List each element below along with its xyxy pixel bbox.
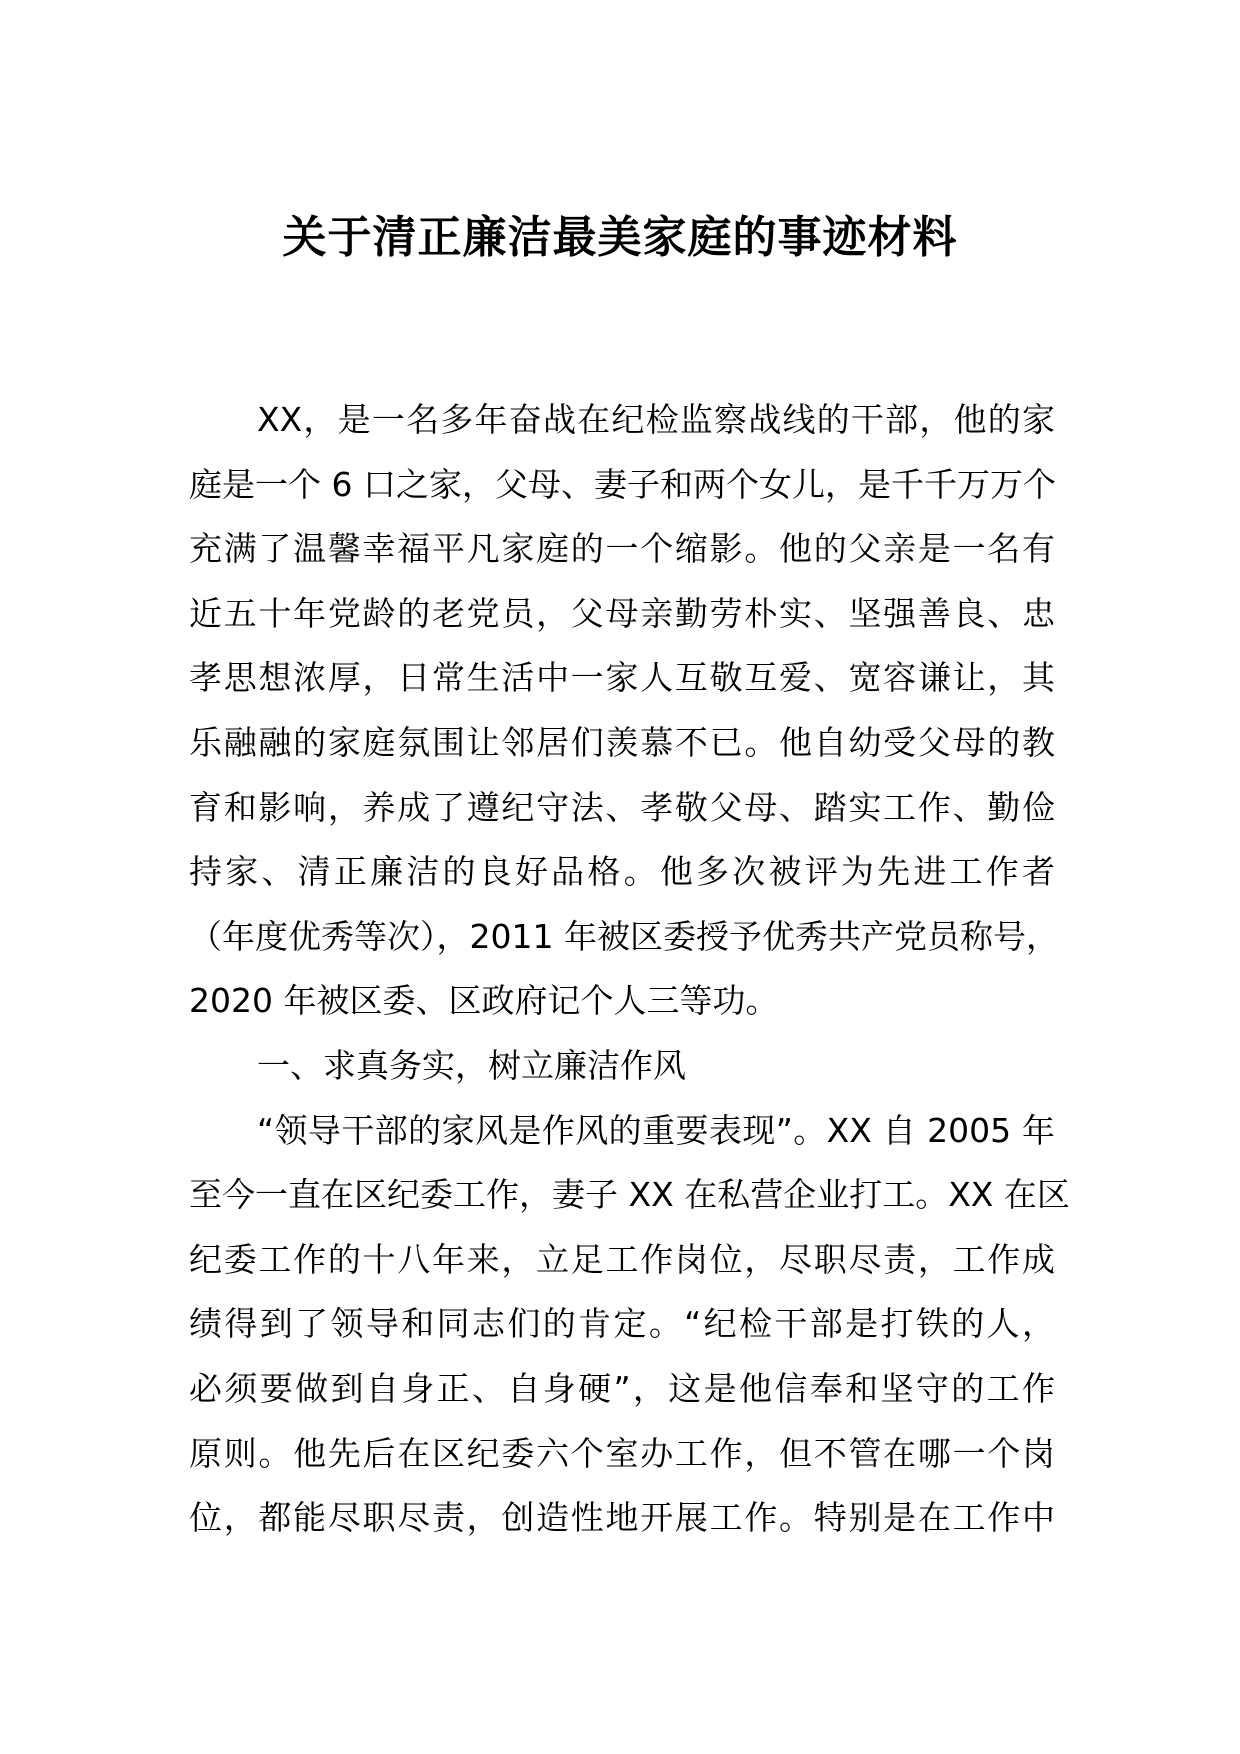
section-heading: 一、求真务实，树立廉洁作风	[257, 1045, 686, 1085]
document-body	[189, 388, 1070, 1551]
paragraph-line: 持家、清正廉洁的良好品格。他多次被评为先进工作者	[189, 852, 1055, 892]
paragraph-line: 孝思想浓厚，日常生活中一家人互敬互爱、宽容谦让，其	[189, 658, 1055, 698]
paragraph-line: 近五十年党龄的老党员，父母亲勤劳朴实、坚强善良、忠	[189, 593, 1055, 633]
paragraph-line: 庭是一个 6 口之家，父母、妻子和两个女儿，是千千万万个	[189, 464, 1056, 504]
paragraph-line: 必须要做到自身正、自身硬”，这是他信奉和坚守的工作	[189, 1368, 1055, 1408]
paragraph-line: 原则。他先后在区纪委六个室办工作，但不管在哪一个岗	[189, 1433, 1055, 1473]
paragraph-line: XX，是一名多年奋战在纪检监察战线的干部，他的家	[257, 400, 1055, 439]
paragraph-line: 乐融融的家庭氛围让邻居们羡慕不已。他自幼受父母的教	[189, 722, 1055, 762]
paragraph-line: 育和影响，养成了遵纪守法、孝敬父母、踏实工作、勤俭	[189, 787, 1055, 827]
paragraph-line: 位，都能尽职尽责，创造性地开展工作。特别是在工作中	[189, 1498, 1055, 1538]
document-title: 关于清正廉洁最美家庭的事迹材料	[282, 212, 958, 263]
paragraph-line: 绩得到了领导和同志们的肯定。“纪检干部是打铁的人，	[189, 1304, 1055, 1344]
paragraph-line: 充满了温馨幸福平凡家庭的一个缩影。他的父亲是一名有	[189, 529, 1055, 569]
paragraph-line: （年度优秀等次），2011 年被区委授予优秀共产党员称号，	[189, 916, 1059, 956]
paragraph-line: 纪委工作的十八年来，立足工作岗位，尽职尽责，工作成	[189, 1239, 1055, 1279]
paragraph-line: “领导干部的家风是作风的重要表现”。XX 自 2005 年	[257, 1110, 1055, 1150]
paragraph-line: 至今一直在区纪委工作，妻子 XX 在私营企业打工。XX 在区	[189, 1175, 1070, 1215]
paragraph-line: 2020 年被区委、区政府记个人三等功。	[189, 981, 779, 1021]
